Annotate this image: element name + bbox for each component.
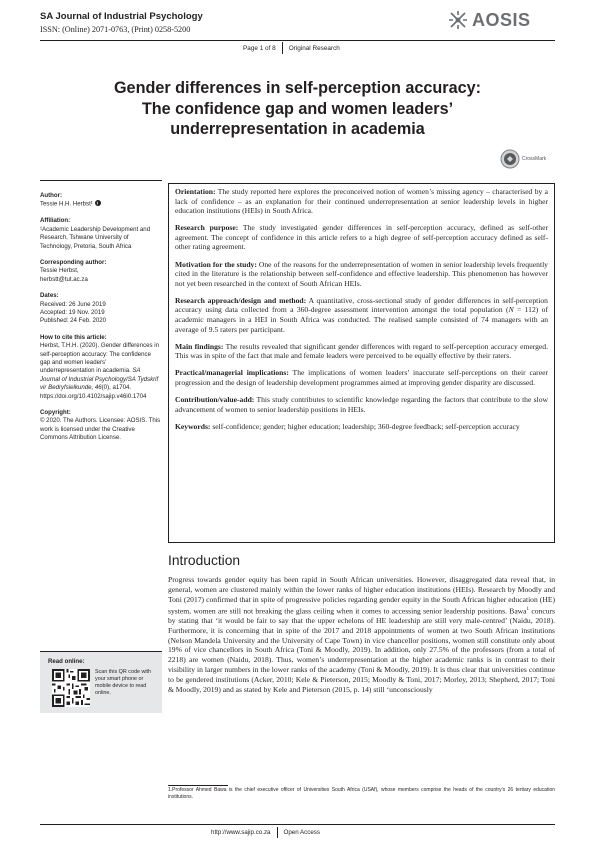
crossmark-icon bbox=[500, 149, 520, 169]
dates-block bbox=[40, 292, 162, 326]
qr-row bbox=[52, 669, 158, 707]
article-section: Original Research bbox=[288, 44, 340, 52]
implications-label: Practical/managerial implications: bbox=[175, 368, 289, 378]
citation-text-a: Herbst, T.H.H. (2020). Gender differences in self-perception accuracy: The confidence gap and women leaders’ underrepresentation in academia. bbox=[40, 342, 159, 375]
read-online-label: Read online: bbox=[48, 658, 85, 665]
footer-rule bbox=[40, 824, 555, 825]
introduction-heading: Introduction bbox=[168, 553, 241, 568]
date-accepted: Accepted: 19 Nov. 2019 bbox=[40, 308, 105, 316]
footer-meta bbox=[211, 827, 320, 838]
corresponding-label: Corresponding author: bbox=[40, 258, 107, 266]
orientation-text: The study reported here explores the preconceived notion of women’s missing agency – characterised by a lack of confidence – as an explanation for their continued underrepresentation at senior leadership levels in higher education institutions (HEIs) in South Africa. bbox=[175, 187, 548, 216]
page-meta-separator bbox=[282, 42, 283, 54]
intro-text-a: Progress towards gender equity has been rapid in South African universities. However, disaggregated data reveal that, in general, women are clustered mainly within the lower ranks of higher education institutions (HEIs). Research by Moodly and Toni (2017) confirmed that in spite of progressive policies regarding gender equity in the South African higher education (HE) system, women are still not breaking the glass ceiling when it comes to accessing senior leadership positions. Bawa bbox=[168, 575, 555, 616]
citation-label: How to cite this article: bbox=[40, 333, 107, 341]
approach-text-b: = 112) of academic managers in a HEI in South Africa was conducted. The realised sample consisted of 74 managers with an average of 9.5 raters per participant. bbox=[175, 305, 548, 334]
aosis-logo-icon bbox=[448, 10, 468, 30]
aosis-logo-text: AOSIS bbox=[472, 9, 531, 30]
title-line-3: underrepresentation in academia bbox=[170, 120, 425, 138]
findings-label: Main findings: bbox=[175, 341, 224, 351]
scan-instructions: Scan this QR code with your smart phone or mobile device to read online. bbox=[95, 669, 152, 697]
copyright-text: © 2020. The Authors. Licensee: AOSIS. This work is licensed under the Creative Commons Attribution License. bbox=[40, 417, 161, 442]
crossmark-label: CrossMark bbox=[522, 156, 547, 162]
open-access-label: Open Access bbox=[283, 829, 320, 836]
orientation-label: Orientation: bbox=[175, 187, 216, 196]
approach-n: N bbox=[508, 305, 514, 315]
intro-text-b: concurs by stating that ‘it would be fair to say that the upper echelons of HE leadership are still very male-centred’ (Naidu, 2018). Furthermore, it is concerning that in spite of the 2017 and 2018 appointments of women at two South African institutions (Nelson Mandela University and the University of Cape Town) in vice chancellor positions, women still constitute only about 19% of vice chancellors in South Africa (Toni & Moodly, 2019). In addition, only 27.5% of the professors (from a total of 2218) are women (Naidu, 2018). Thus, women’s underrepresentation at the higher academic ranks is in contrast to their visibility in larger numbers in the lower ranks of the academy (Toni & Moodly, 2019). It is thus clear that universities continue to be gendered institutions (Acker, 2010; Kele & Pieterson, 2015; Moodly & Toni, 2017; Morley, 2013; Shepherd, 2017; Toni & Moodly, 2019) and as stated by Kele and Pieterson (2015, p. 14) still ‘unconsciously bbox=[168, 606, 555, 694]
author-name: Tessie H.H. Herbst¹ bbox=[40, 200, 93, 208]
journal-name: SA Journal of Industrial Psychology bbox=[40, 11, 203, 22]
journal-url-link[interactable]: http://www.sajip.co.za bbox=[211, 829, 271, 836]
affiliation-text: ¹Academic Leadership Development and Research, Tshwane University of Technology, Pretoria, South Africa bbox=[40, 225, 151, 250]
article-info-sidebar bbox=[40, 180, 162, 713]
author-label: Author: bbox=[40, 192, 62, 199]
title-line-1: Gender differences in self-perception accuracy: bbox=[113, 79, 482, 97]
abstract-box bbox=[168, 183, 555, 543]
abstract-motivation bbox=[175, 260, 548, 289]
article-title bbox=[60, 78, 535, 140]
keywords-text: self-confidence; gender; higher education; leadership; 360-degree feedback; self-perception accuracy bbox=[210, 421, 520, 431]
abstract-keywords bbox=[175, 422, 548, 432]
affiliation-block bbox=[40, 217, 162, 251]
implications-text: The implications of women leaders’ inaccurate self-perceptions on their career progression and the design of leadership development programmes aimed at improving gender disparity are discussed. bbox=[175, 368, 548, 387]
abstract-purpose bbox=[175, 223, 548, 252]
footnote bbox=[168, 787, 555, 800]
footer-separator bbox=[277, 827, 278, 838]
contribution-label: Contribution/value-add: bbox=[175, 395, 255, 405]
aosis-logo bbox=[448, 9, 558, 31]
date-published: Published: 24 Feb. 2020 bbox=[40, 317, 107, 325]
approach-text-a: A quantitative, cross-sectional study of gender differences in self-perception accuracy using data collected from a 360-degree assessment intervention amongst the total population ( bbox=[175, 295, 548, 315]
journal-issn: ISSN: (Online) 2071-0763, (Print) 0258-5200 bbox=[40, 25, 191, 34]
qr-code-icon[interactable] bbox=[52, 669, 90, 707]
abstract-approach bbox=[175, 296, 548, 334]
abstract-contribution bbox=[175, 395, 548, 414]
read-online-panel bbox=[40, 651, 162, 713]
date-received: Received: 26 June 2019 bbox=[40, 300, 106, 308]
abstract-implications bbox=[175, 368, 548, 387]
findings-text: The results revealed that significant gender differences with regard to self-perception accuracy emerged. This was in spite of the fact that male and female leaders were perceived to be equally effective by their raters. bbox=[175, 341, 549, 361]
motivation-text: One of the reasons for the underrepresentation of women in senior leadership levels frequently cited in the literature is the relationship between self-confidence and effective leadership. This phenomenon has however not yet been researched in the context of South African HEIs. bbox=[175, 259, 548, 288]
corresponding-name: Tessie Herbst, bbox=[40, 267, 79, 275]
footnote-text: Professor Ahmed Bawa is the chief executive officer of Universities South Africa (USAf), whose members comprise the heads of the country’s 26 tertiary education institutions. bbox=[168, 787, 555, 800]
crossmark-button[interactable] bbox=[500, 147, 556, 171]
author-block bbox=[40, 192, 162, 209]
footnote-number: 1. bbox=[168, 787, 173, 793]
footnote-rule bbox=[168, 785, 228, 786]
contribution-text: This study contributes to scientific knowledge regarding the factors that contribute to the slow advancement of women to senior leadership positions in HEIs. bbox=[175, 395, 548, 414]
affiliation-label: Affiliation: bbox=[40, 217, 71, 225]
copyright-label: Copyright: bbox=[40, 409, 71, 417]
header-rule bbox=[40, 40, 555, 41]
dates-label: Dates: bbox=[40, 292, 59, 300]
citation-text-b[interactable]: (0), a1704. https://doi.org/10.4102/sajip.v46i0.1704 bbox=[40, 384, 147, 400]
purpose-label: Research purpose: bbox=[175, 223, 239, 233]
purpose-text: The study investigated gender differences in self-perception accuracy, defined as self-other agreement. The concept of confidence in this article refers to a high degree of self-perception accuracy defined as self-other rating agreement. bbox=[175, 223, 548, 252]
keywords-label: Keywords: bbox=[175, 421, 211, 431]
orcid-icon[interactable] bbox=[95, 200, 101, 206]
corresponding-email[interactable]: herbstt@tut.ac.za bbox=[40, 275, 88, 283]
title-line-2: The confidence gap and women leaders’ bbox=[141, 99, 454, 118]
citation-journal: SA Journal of Industrial Psychology/SA Tydskrif vir Bedryfsielkunde, 46 bbox=[40, 367, 159, 392]
approach-label: Research approach/design and method: bbox=[175, 295, 307, 305]
abstract-orientation bbox=[175, 187, 548, 216]
citation-block bbox=[40, 334, 162, 401]
page-number: Page 1 of 8 bbox=[243, 44, 276, 52]
corresponding-block bbox=[40, 259, 162, 284]
abstract-findings bbox=[175, 342, 548, 361]
copyright-block bbox=[40, 409, 162, 443]
footnote-ref[interactable]: 1 bbox=[526, 606, 530, 612]
motivation-label: Motivation for the study: bbox=[175, 259, 257, 269]
page-meta bbox=[243, 42, 340, 54]
introduction-paragraph bbox=[168, 575, 555, 695]
